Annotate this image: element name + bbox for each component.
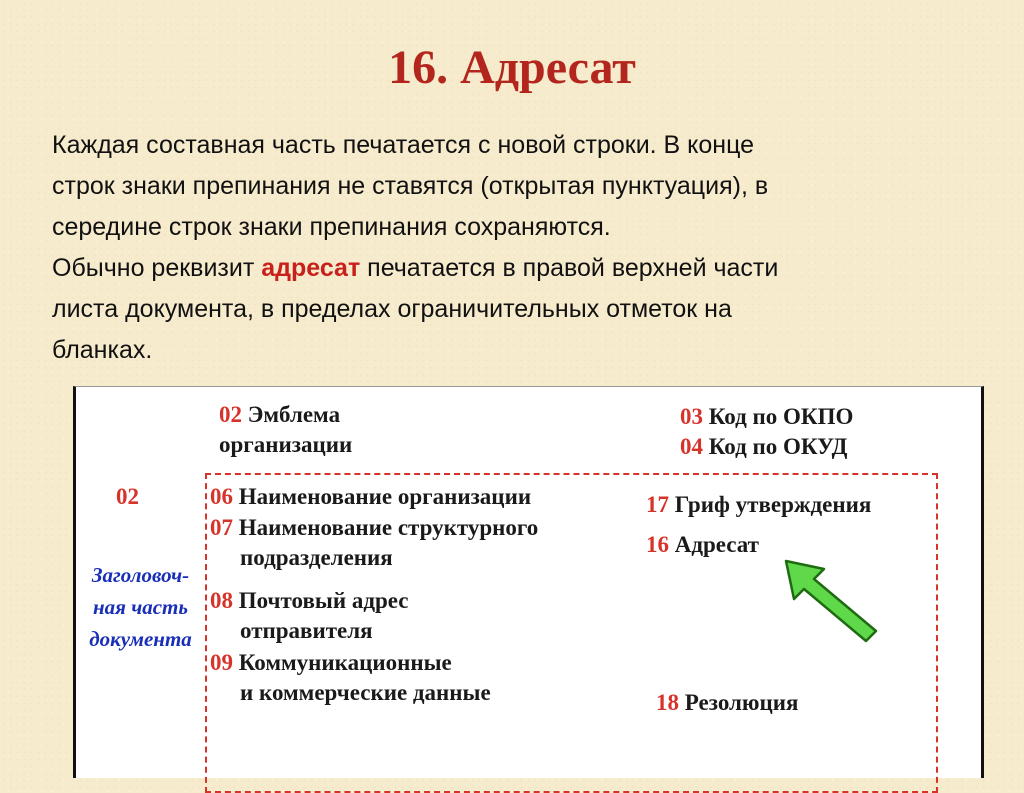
arrow-icon — [780, 555, 890, 645]
intro-line: Каждая составная часть печатается с новой строки. В конце — [52, 131, 755, 159]
addressee-item — [646, 530, 759, 560]
highlight-addressee: адресат — [261, 254, 361, 282]
header-part-note — [73, 559, 208, 655]
intro-text: Обычно реквизит — [52, 254, 262, 282]
item-label: Гриф утверждения — [669, 492, 872, 517]
item-number: 09 — [210, 650, 233, 675]
struct-unit-item — [210, 513, 538, 573]
item-label: Наименование структурного — [233, 515, 539, 540]
intro-line: середине строк знаки препинания сохраняются. — [52, 213, 611, 241]
slide-title: 16. Адресат — [388, 41, 636, 94]
item-label: Почтовый адрес — [233, 588, 409, 613]
intro-line: строк знаки препинания не ставятся (открытая пунктуация), в — [52, 172, 769, 200]
item-number: 02 — [219, 402, 242, 427]
item-label: Резолюция — [679, 690, 799, 715]
item-label: организации — [219, 432, 353, 457]
item-number: 06 — [210, 484, 233, 509]
intro-paragraph — [52, 125, 982, 371]
item-label: отправителя — [240, 618, 373, 643]
item-number: 17 — [646, 492, 669, 517]
item-label: Эмблема — [242, 402, 341, 427]
item-number: 04 — [680, 434, 703, 459]
left-number: 02 — [116, 484, 139, 509]
resolution-item — [656, 688, 798, 718]
item-label: Адресат — [669, 532, 759, 557]
emblem-item — [219, 400, 352, 460]
intro-line — [52, 248, 982, 289]
item-number: 16 — [646, 532, 669, 557]
item-label: Наименование организации — [233, 484, 532, 509]
item-number: 07 — [210, 515, 233, 540]
okpo-item — [680, 402, 853, 432]
note-line: документа — [89, 627, 192, 651]
item-label: Коммуникационные — [233, 650, 452, 675]
item-label: Код по ОКПО — [703, 404, 854, 429]
item-label: Код по ОКУД — [703, 434, 848, 459]
item-label: подразделения — [240, 545, 393, 570]
note-line: ная часть — [92, 595, 188, 619]
item-number: 08 — [210, 588, 233, 613]
note-line: Заголовоч- — [91, 563, 190, 587]
item-number: 18 — [656, 690, 679, 715]
org-name-item — [210, 482, 531, 512]
item-label: и коммерческие данные — [240, 680, 491, 705]
approval-stamp-item — [646, 490, 871, 520]
intro-line: листа документа, в пределах ограничительных отметок на — [52, 295, 732, 323]
intro-line: бланках. — [52, 336, 153, 364]
intro-text: печатается в правой верхней части — [360, 254, 779, 282]
communication-item — [210, 648, 491, 708]
postal-address-item — [210, 586, 408, 646]
item-number: 03 — [680, 404, 703, 429]
okud-item — [680, 432, 848, 462]
